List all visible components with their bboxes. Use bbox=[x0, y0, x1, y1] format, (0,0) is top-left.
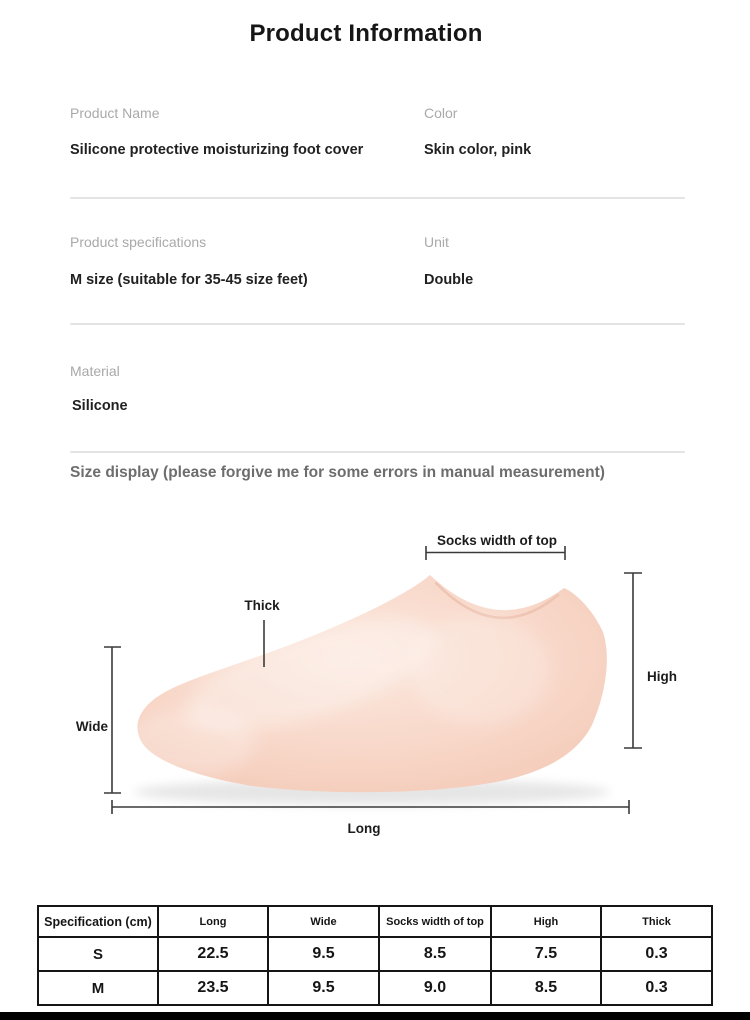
m-high-cell: 8.5 bbox=[491, 971, 601, 1005]
s-socks-width-cell: 8.5 bbox=[379, 937, 491, 971]
socks-width-measure-line bbox=[426, 546, 565, 560]
socks-width-label: Socks width of top bbox=[437, 533, 557, 548]
section-divider bbox=[70, 451, 685, 453]
product-specifications-label: Product specifications bbox=[70, 234, 207, 250]
long-label: Long bbox=[347, 821, 381, 836]
spec-table-header-socks-width: Socks width of top bbox=[379, 906, 491, 937]
product-name-value: Silicone protective moisturizing foot cover bbox=[70, 142, 364, 158]
high-measure-line bbox=[624, 573, 642, 748]
s-long-cell: 22.5 bbox=[158, 937, 268, 971]
s-high-cell: 7.5 bbox=[491, 937, 601, 971]
spec-table-row-m bbox=[38, 971, 712, 1005]
spec-table-header-high: High bbox=[491, 906, 601, 937]
section-divider bbox=[70, 323, 685, 325]
sock-highlight bbox=[124, 708, 256, 776]
m-socks-width-cell: 9.0 bbox=[379, 971, 491, 1005]
spec-table-header-row bbox=[38, 906, 712, 937]
m-thick-cell: 0.3 bbox=[601, 971, 712, 1005]
bottom-bar bbox=[0, 1012, 750, 1020]
section-divider bbox=[70, 197, 685, 199]
size-diagram bbox=[0, 520, 750, 860]
unit-value: Double bbox=[424, 272, 474, 288]
m-wide-cell: 9.5 bbox=[268, 971, 379, 1005]
color-value: Skin color, pink bbox=[424, 142, 532, 158]
size-display-heading: Size display (please forgive me for some errors in manual measurement) bbox=[70, 464, 605, 481]
thick-label: Thick bbox=[244, 598, 280, 613]
m-long-cell: 23.5 bbox=[158, 971, 268, 1005]
spec-table-header-long: Long bbox=[158, 906, 268, 937]
spec-table-header-wide: Wide bbox=[268, 906, 379, 937]
spec-table-row-s bbox=[38, 937, 712, 971]
product-specifications-value: M size (suitable for 35-45 size feet) bbox=[70, 272, 308, 288]
sock-highlight bbox=[410, 615, 550, 725]
size-m-cell: M bbox=[38, 971, 158, 1005]
wide-label: Wide bbox=[75, 719, 109, 734]
spec-table-header-specification: Specification (cm) bbox=[38, 906, 158, 937]
page-title: Product Information bbox=[249, 20, 483, 47]
unit-label: Unit bbox=[424, 234, 449, 250]
color-label: Color bbox=[424, 105, 458, 121]
s-thick-cell: 0.3 bbox=[601, 937, 712, 971]
size-s-cell: S bbox=[38, 937, 158, 971]
material-label: Material bbox=[70, 363, 120, 379]
high-label: High bbox=[647, 669, 677, 684]
product-name-label: Product Name bbox=[70, 105, 160, 121]
s-wide-cell: 9.5 bbox=[268, 937, 379, 971]
size-diagram-svg bbox=[0, 520, 750, 860]
material-value: Silicone bbox=[72, 398, 128, 414]
spec-table-header-thick: Thick bbox=[601, 906, 712, 937]
spec-table bbox=[37, 905, 713, 1006]
